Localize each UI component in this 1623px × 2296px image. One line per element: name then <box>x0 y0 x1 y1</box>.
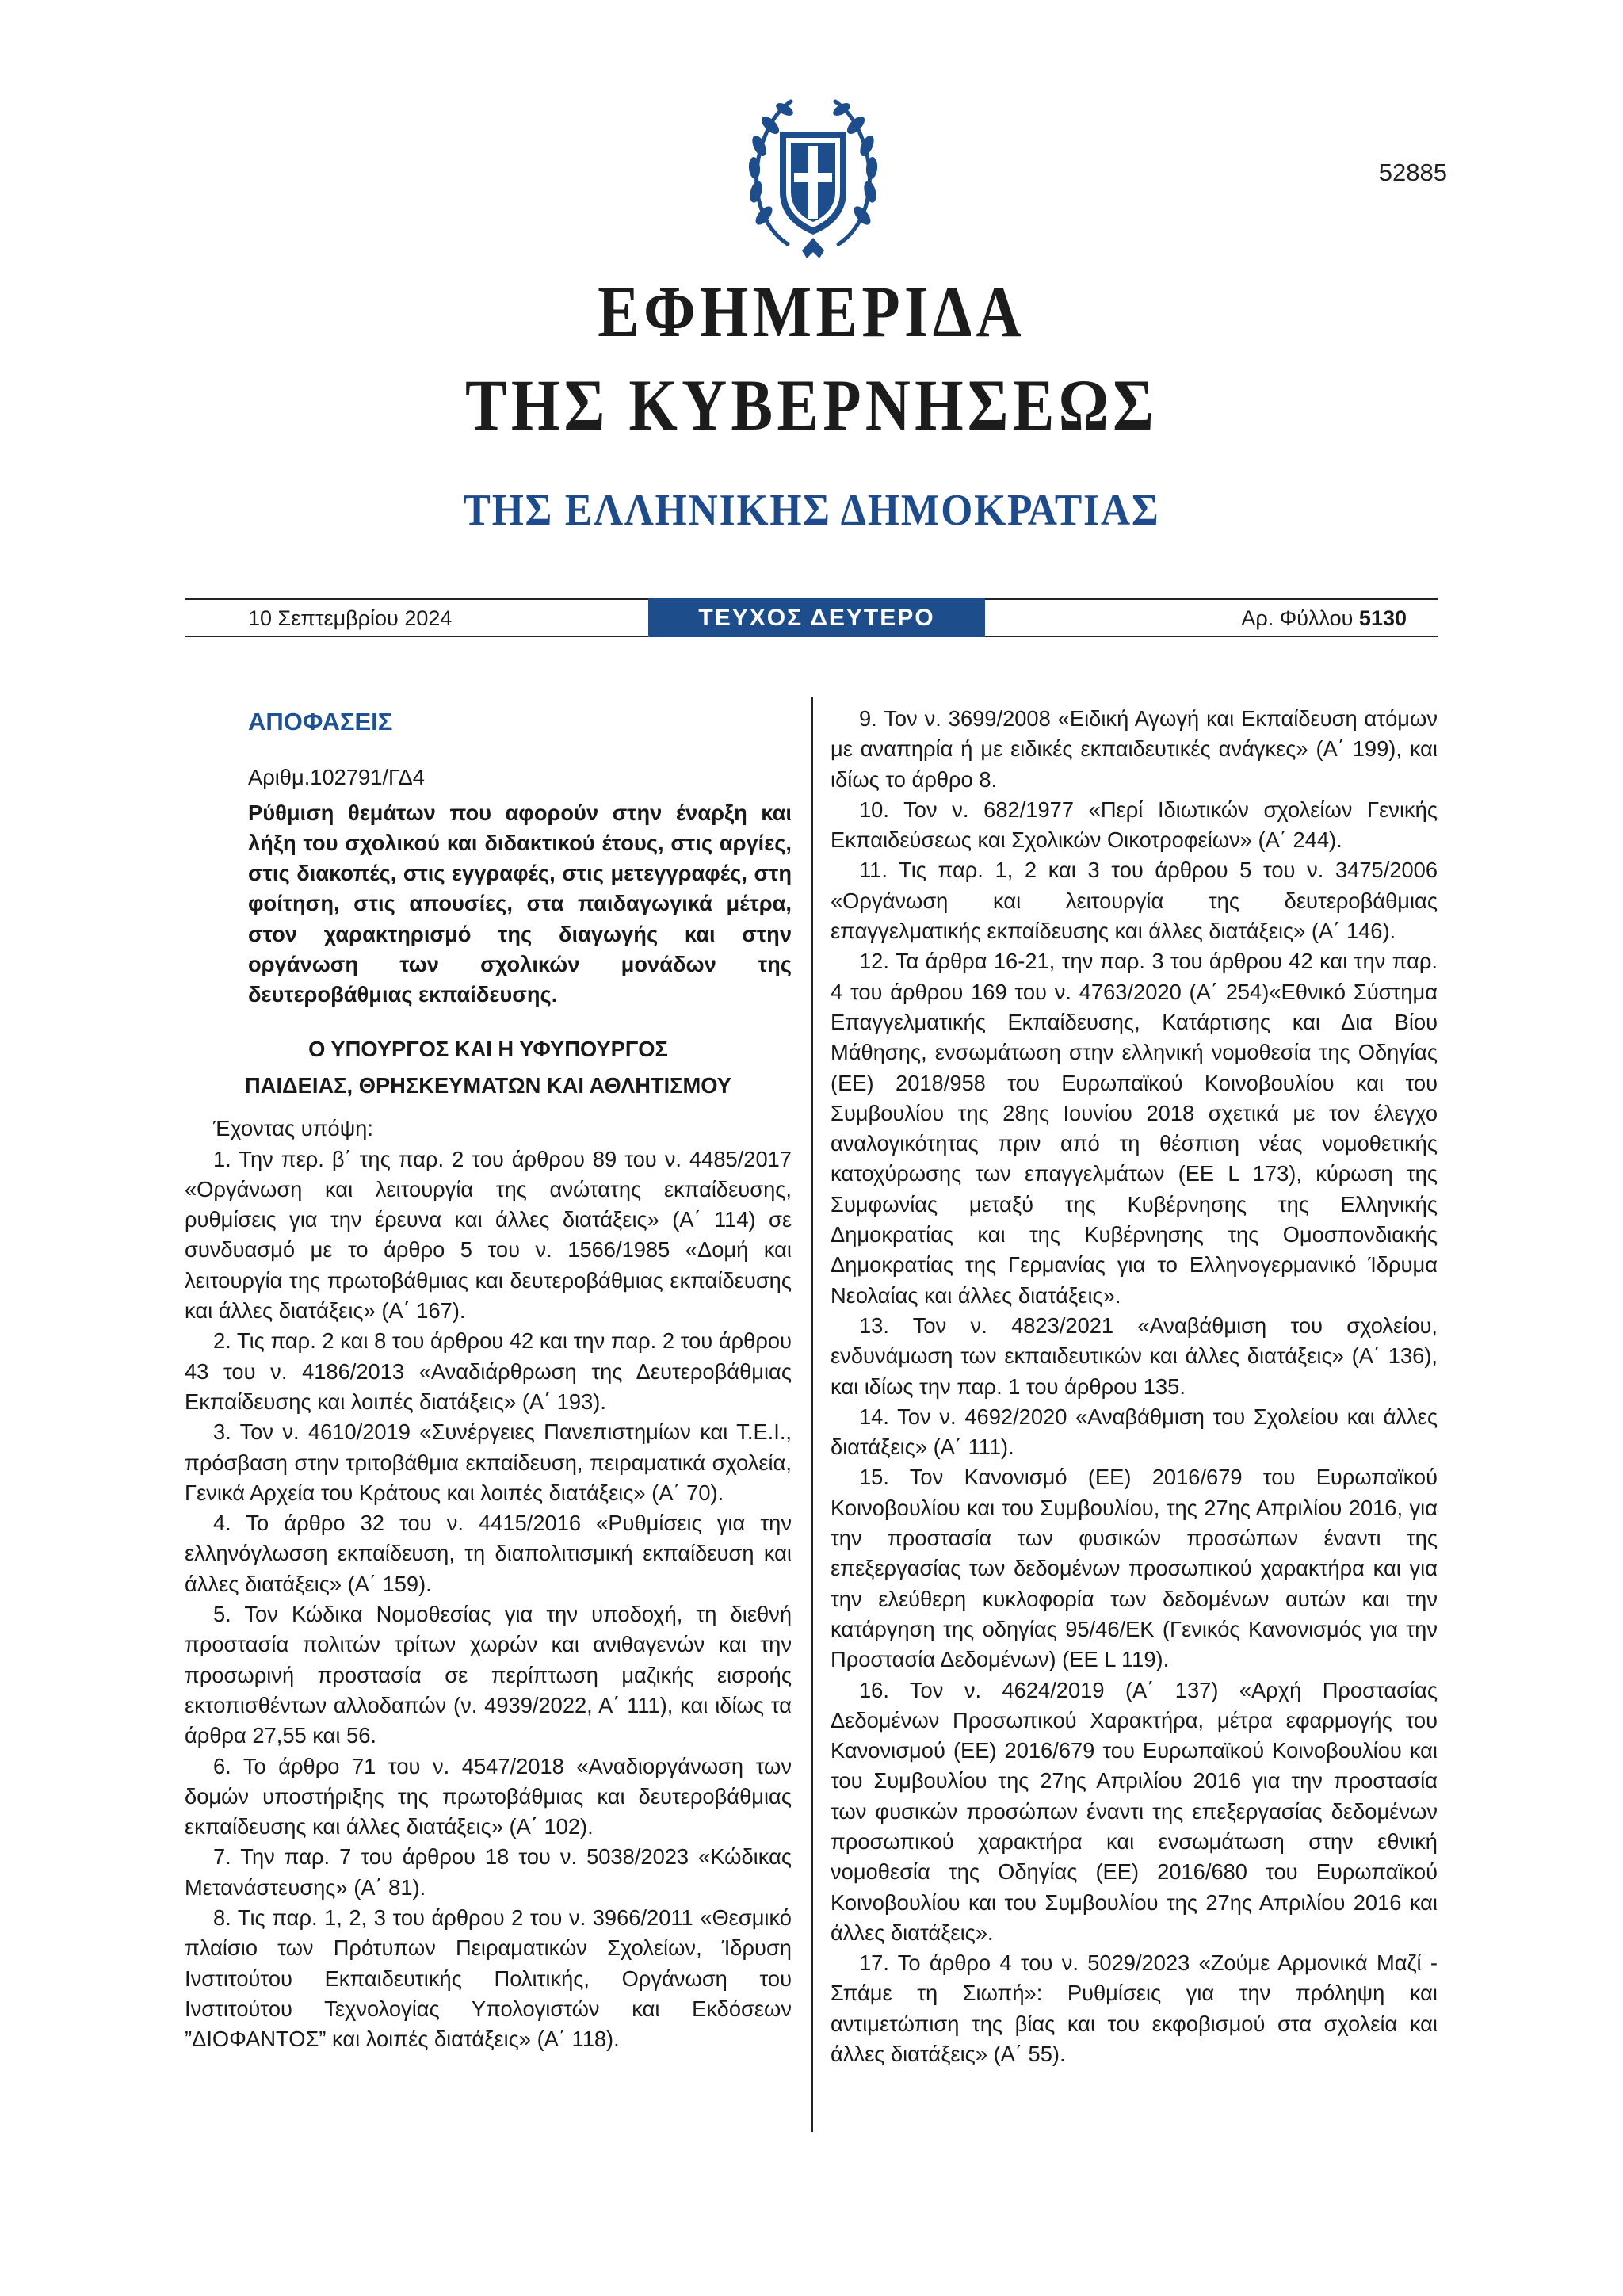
paragraph: 8. Τις παρ. 1, 2, 3 του άρθρου 2 του ν. 3966/2011 «Θεσμικό πλαίσιο των Πρότυπων Πειραματικών Σχολείων, Ίδρυση Ινστιτούτου Εκπαιδευτικής Πολιτικής, Οργάνωση του Ινστιτούτου Τεχνολογίας Υπολογιστών και Εκδόσεων ”ΔΙΟΦΑΝΤΟΣ” και λοιπές διατάξεις» (Α΄ 118). <box>185 1904 792 2052</box>
sheet-number: 5130 <box>1358 606 1407 630</box>
authority-line-1: Ο ΥΠΟΥΡΓΟΣ ΚΑΙ Η ΥΦΥΠΟΥΡΓΟΣ <box>308 1036 668 1061</box>
paragraph: 7. Την παρ. 7 του άρθρου 18 του ν. 5038/2023 «Κώδικας Μετανάστευσης» (Α΄ 81). <box>185 1844 792 1900</box>
masthead-title-line-1: ΕΦΗΜΕΡΙΔΑ <box>598 271 1025 352</box>
greek-coat-of-arms-emblem <box>740 89 886 265</box>
paragraph: 15. Τον Κανονισμό (ΕΕ) 2016/679 του Ευρωπαϊκού Κοινοβουλίου και του Συμβουλίου, της 27ης Απριλίου 2016, για την προστασία των φυσικών προσώπων έναντι της επεξεργασίας των δεδομένων προσωπικού χαρακτήρα και για την ελεύθερη κυκλοφορία των δεδομένων αυτών και την κατάργηση της οδηγίας 95/46/ΕΚ (Γενικός Κανονισμός για την Προστασία Δεδομένων) (ΕΕ L 119). <box>831 1465 1438 1672</box>
paragraph: 11. Τις παρ. 1, 2 και 3 του άρθρου 5 του ν. 3475/2006 «Οργάνωση και λειτουργία της δευτεροβάθμιας επαγγελματικής εκπαίδευσης και άλλες διατάξεις» (Α΄ 146). <box>831 858 1438 944</box>
preamble: Έχοντας υπόψη: <box>213 1116 373 1141</box>
paragraph: 10. Τον ν. 682/1977 «Περί Ιδιωτικών σχολείων Γενικής Εκπαιδεύσεως και Σχολικών Οικοτροφείων» (Α΄ 244). <box>831 797 1438 853</box>
page-number: 52885 <box>1378 159 1447 186</box>
paragraph: 9. Τον ν. 3699/2008 «Ειδική Αγωγή και Εκπαίδευση ατόμων με αναπηρία ή με ειδικές εκπαιδευτικές ανάγκες» (Α΄ 199), και ιδίως το άρθρο 8. <box>831 706 1438 792</box>
paragraph: 12. Τα άρθρα 16-21, την παρ. 3 του άρθρου 42 και την παρ. 4 του άρθρου 169 του ν. 4763/2020 (Α΄ 254)«Εθνικό Σύστημα Επαγγελματικής Εκπαίδευσης, Κατάρτισης και Δια Βίου Μάθησης, ενσωμάτωση στην ελληνική νομοθεσία της Οδηγίας (ΕΕ) 2018/958 του Ευρωπαϊκού Κοινοβουλίου και του Συμβουλίου της 28ης Ιουνίου 2018 σχετικά με τον έλεγχο αναλογικότητας πριν από τη θέσπιση νέας νομοθετικής κατοχύρωσης των επαγγελμάτων (ΕΕ L 173), κύρωση της Συμφωνίας μεταξύ της Κυβέρνησης της Ελληνικής Δημοκρατίας και της Κυβέρνησης της Ομοσπονδιακής Δημοκρατίας της Γερμανίας για το Ελληνογερμανικό Ίδρυμα Νεολαίας και άλλες διατάξεις». <box>831 949 1438 1308</box>
section-heading: ΑΠΟΦΑΣΕΙΣ <box>248 708 393 735</box>
masthead-subtitle: ΤΗΣ ΕΛΛΗΝΙΚΗΣ ΔΗΜΟΚΡΑΤΙΑΣ <box>463 486 1160 535</box>
paragraph: 13. Τον ν. 4823/2021 «Αναβάθμιση του σχολείου, ενδυνάμωση των εκπαιδευτικών και άλλες διατάξεις» (Α΄ 136), και ιδίως την παρ. 1 του άρθρου 135. <box>831 1312 1438 1399</box>
sheet-number-label <box>1241 606 1407 631</box>
issue-series-label: ΤΕΥΧΟΣ ΔΕΥΤΕΡΟ <box>648 598 985 637</box>
issue-date: 10 Σεπτεμβρίου 2024 <box>248 606 453 630</box>
column-divider <box>812 697 813 2132</box>
left-column <box>185 697 792 2054</box>
decision-number: Αριθμ.102791/ΓΔ4 <box>248 765 425 790</box>
paragraph: 17. Το άρθρο 4 του ν. 5029/2023 «Ζούμε Αρμονικά Μαζί - Σπάμε τη Σιωπή»: Ρυθμίσεις για την πρόληψη και αντιμετώπιση της βίας και του εκφοβισμού στα σχολεία και άλλες διατάξεις» (Α΄ 55). <box>831 1950 1438 2067</box>
issue-info-bar <box>185 598 1438 637</box>
paragraph: 2. Τις παρ. 2 και 8 του άρθρου 42 και την παρ. 2 του άρθρου 43 του ν. 4186/2013 «Αναδιάρθρωση της Δευτεροβάθμιας Εκπαίδευσης και λοιπές διατάξεις» (Α΄ 193). <box>185 1328 792 1414</box>
paragraph: 14. Τον ν. 4692/2020 «Αναβάθμιση του Σχολείου και άλλες διατάξεις» (Α΄ 111). <box>831 1404 1438 1460</box>
paragraph: 5. Τον Κώδικα Νομοθεσίας για την υποδοχή, τη διεθνή προστασία πολιτών τρίτων χωρών και ανιθαγενών και την προσωρινή προστασία σε περίπτωση μαζικής εισροής εκτοπισθέντων αλλοδαπών (ν. 4939/2022, Α΄ 111), και ιδίως τα άρθρα 27,55 και 56. <box>185 1602 792 1748</box>
paragraph: 3. Τον ν. 4610/2019 «Συνέργειες Πανεπιστημίων και Τ.Ε.Ι., πρόσβαση στην τριτοβάθμια εκπαίδευση, πειραματικά σχολεία, Γενικά Αρχεία του Κράτους και λοιπές διατάξεις» (Α΄ 70). <box>185 1419 792 1505</box>
authority-line-2: ΠΑΙΔΕΙΑΣ, ΘΡΗΣΚΕΥΜΑΤΩΝ ΚΑΙ ΑΘΛΗΤΙΣΜΟΥ <box>245 1072 731 1098</box>
paragraph: 4. Το άρθρο 32 του ν. 4415/2016 «Ρυθμίσεις για την ελληνόγλωσση εκπαίδευση, τη διαπολιτισμική εκπαίδευση και άλλες διατάξεις» (Α΄ 159). <box>185 1511 792 1596</box>
masthead-title-line-2: ΤΗΣ ΚΥΒΕΡΝΗΣΕΩΣ <box>464 365 1159 445</box>
decision-title: Ρύθμιση θεμάτων που αφορούν στην έναρξη και λήξη του σχολικού και διδακτικού έτους, στις αργίες, στις διακοπές, στις εγγραφές, στις μετεγγραφές, στη φοίτηση, στις απουσίες, στα παιδαγωγικά μέτρα, στον χαρακτηρισμό της διαγωγής και στην οργάνωση των σχολικών μονάδων της δευτεροβάθμιας εκπαίδευσης. <box>248 800 792 1007</box>
right-column <box>831 704 1438 2069</box>
paragraph: 1. Την περ. β΄ της παρ. 2 του άρθρου 89 του ν. 4485/2017 «Οργάνωση και λειτουργία της ανώτατης εκπαίδευσης, ρυθμίσεις για την έρευνα και άλλες διατάξεις» (Α΄ 114) σε συνδυασμό με το άρθρο 5 του ν. 1566/1985 «Δομή και λειτουργία της πρωτοβάθμιας και δευτεροβάθμιας εκπαίδευσης και άλλες διατάξεις» (Α΄ 167). <box>185 1146 792 1324</box>
paragraph: 6. Το άρθρο 71 του ν. 4547/2018 «Αναδιοργάνωση των δομών υποστήριξης της πρωτοβάθμιας και δευτεροβάθμιας εκπαίδευσης και άλλες διατάξεις» (Α΄ 102). <box>185 1753 792 1839</box>
sheet-label: Αρ. Φύλλου <box>1241 606 1354 630</box>
paragraph: 16. Τον ν. 4624/2019 (Α΄ 137) «Αρχή Προστασίας Δεδομένων Προσωπικού Χαρακτήρα, μέτρα εφαρμογής του Κανονισμού (ΕΕ) 2016/679 του Ευρωπαϊκού Κοινοβουλίου και του Συμβουλίου της 27ης Απριλίου 2016 για την προστασία των φυσικών προσώπων έναντι της επεξεργασίας δεδομένων προσωπικού χαρακτήρα και ενσωμάτωση στην εθνική νομοθεσία της Οδηγίας (ΕΕ) 2016/680 του Ευρωπαϊκού Κοινοβουλίου και του Συμβουλίου της 27ης Απριλίου 2016 και άλλες διατάξεις». <box>831 1677 1438 1945</box>
